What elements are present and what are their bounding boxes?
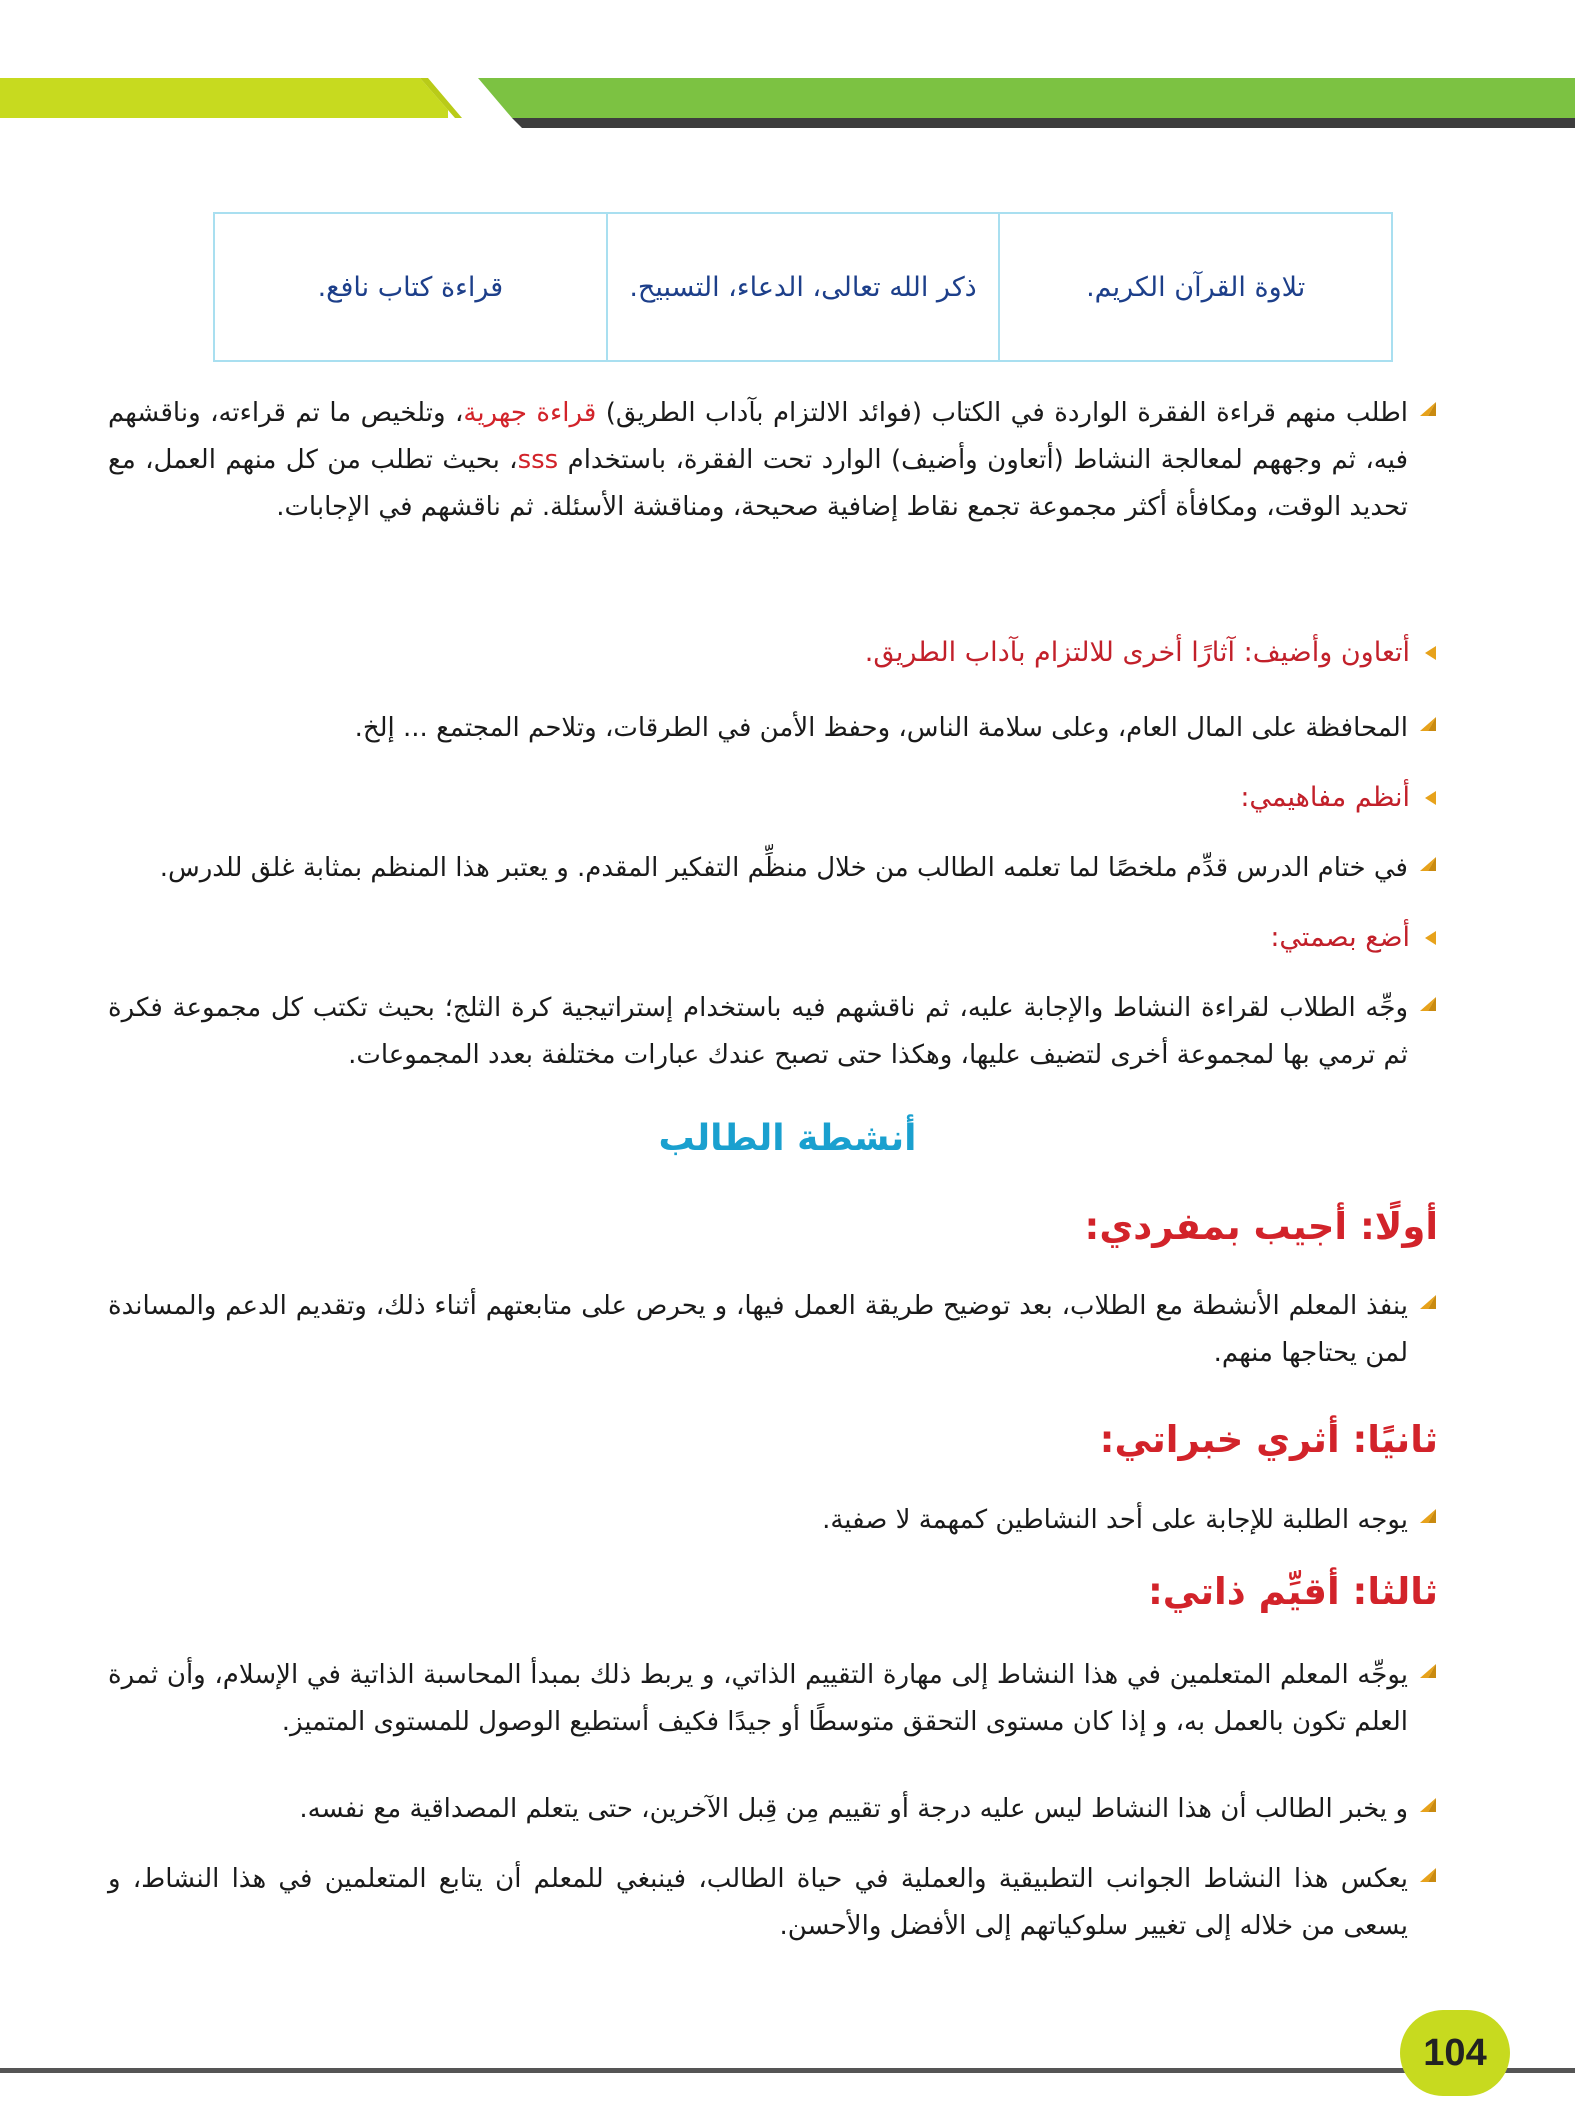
subheading-fingerprint-text: أضع بصمتي: xyxy=(1270,922,1410,953)
bullet-arrow-icon xyxy=(1416,1864,1438,1886)
heading-third: ثالثا: أقيِّم ذاتي: xyxy=(1147,1570,1438,1613)
heading-second: ثانيًا: أثري خبراتي: xyxy=(1099,1418,1438,1461)
paragraph-text: في ختام الدرس قدِّم ملخصًا لما تعلمه الطالب من خلال منظِّم التفكير المقدم. و يعتبر هذا المنظم بمثابة غلق للدرس. xyxy=(159,853,1408,883)
paragraph-text: المحافظة على المال العام، وعلى سلامة الناس، وحفظ الأمن في الطرقات، وتلاحم المجتمع ... إلخ. xyxy=(354,713,1408,743)
paragraph-self-assess xyxy=(108,1652,1438,1746)
p1-highlight: قراءة جهرية xyxy=(463,398,597,428)
subheading-organize xyxy=(108,775,1438,821)
table-cell: تلاوة القرآن الكريم. xyxy=(999,213,1392,361)
table-cell: ذكر الله تعالى، الدعاء، التسبيح. xyxy=(607,213,1000,361)
paragraph-read-passage xyxy=(108,390,1438,531)
subheading-fingerprint xyxy=(108,915,1438,961)
page-number: 104 xyxy=(1400,2010,1510,2096)
triangle-icon xyxy=(1425,791,1436,805)
paragraph-no-grade xyxy=(108,1786,1438,1833)
paragraph-summary xyxy=(108,845,1438,892)
paragraph-reflect xyxy=(108,1856,1438,1950)
p1-text-middle: ، وتلخيص ما تم قراءته، وناقشهم فيه، ثم وجههم لمعالجة النشاط (أتعاون وأضيف) الوارد تحت الفقرة، باستخدام xyxy=(108,398,1408,475)
paragraph-text: ينفذ المعلم الأنشطة مع الطلاب، بعد توضيح طريقة العمل فيها، و يحرص على متابعتهم أثناء ذلك، وتقديم الدعم والمساندة لمن يحتاجها منهم. xyxy=(108,1291,1408,1368)
page-content xyxy=(108,0,1438,2000)
paragraph-enrich xyxy=(108,1497,1438,1544)
bullet-arrow-icon xyxy=(1416,1660,1438,1682)
paragraph-text: وجِّه الطلاب لقراءة النشاط والإجابة عليه، ثم ناقشهم فيه باستخدام إستراتيجية كرة الثلج؛ بحيث تكتب كل مجموعة فكرة ثم ترمي بها لمجموعة أخرى لتضيف عليها، وهكذا حتى تصبح عندك عبارات مختلفة بعدد المجموعات. xyxy=(108,993,1408,1070)
subheading-cooperate xyxy=(108,630,1438,676)
paragraph-individual xyxy=(108,1283,1438,1377)
paragraph-text: يوجِّه المعلم المتعلمين في هذا النشاط إلى مهارة التقييم الذاتي، و يربط ذلك بمبدأ المحاسبة الذاتية في الإسلام، وأن ثمرة العلم تكون بالعمل به، و إذا كان مستوى التحقق متوسطًا أو جيدًا فكيف أستطيع الوصول للمستوى المتميز. xyxy=(108,1660,1408,1737)
subheading-cooperate-text: أتعاون وأضيف: آثارًا أخرى للالتزام بآداب الطريق. xyxy=(864,637,1410,668)
paragraph-text: يوجه الطلبة للإجابة على أحد النشاطين كمهمة لا صفية. xyxy=(822,1505,1408,1535)
triangle-icon xyxy=(1425,931,1436,945)
paragraph-preserve xyxy=(108,705,1438,752)
bullet-arrow-icon xyxy=(1416,853,1438,875)
subheading-organize-text: أنظم مفاهيمي: xyxy=(1240,782,1410,813)
heading-first: أولًا: أجيب بمفردي: xyxy=(1084,1205,1438,1248)
bullet-arrow-icon xyxy=(1416,1794,1438,1816)
p1-text-end: ، بحيث تطلب من كل منهم العمل، مع تحديد الوقت، ومكافأة أكثر مجموعة تجمع نقاط إضافية صحيحة، ومناقشة الأسئلة. ثم ناقشهم في الإجابات. xyxy=(108,445,1408,522)
bullet-arrow-icon xyxy=(1416,993,1438,1015)
p1-text-start: اطلب منهم قراءة الفقرة الواردة في الكتاب (فوائد الالتزام بآداب الطريق) xyxy=(596,398,1408,428)
bullet-arrow-icon xyxy=(1416,713,1438,735)
paragraph-text: يعكس هذا النشاط الجوانب التطبيقية والعملية في حياة الطالب، فينبغي للمعلم أن يتابع المتعلمين في هذا النشاط، و يسعى من خلاله إلى تغيير سلوكياتهم إلى الأفضل والأحسن. xyxy=(108,1864,1408,1941)
section-title: أنشطة الطالب xyxy=(658,1118,917,1159)
paragraph-snowball xyxy=(108,985,1438,1079)
p1-highlight2: sss xyxy=(517,445,559,475)
paragraph-text: و يخبر الطالب أن هذا النشاط ليس عليه درجة أو تقييم مِن قِبل الآخرين، حتى يتعلم المصداقية مع نفسه. xyxy=(299,1794,1408,1824)
bullet-arrow-icon xyxy=(1416,1505,1438,1527)
bullet-arrow-icon xyxy=(1416,398,1438,420)
triangle-icon xyxy=(1425,646,1436,660)
bullet-arrow-icon xyxy=(1416,1291,1438,1313)
table-cell: قراءة كتاب نافع. xyxy=(214,213,607,361)
footer-line xyxy=(0,2068,1575,2073)
